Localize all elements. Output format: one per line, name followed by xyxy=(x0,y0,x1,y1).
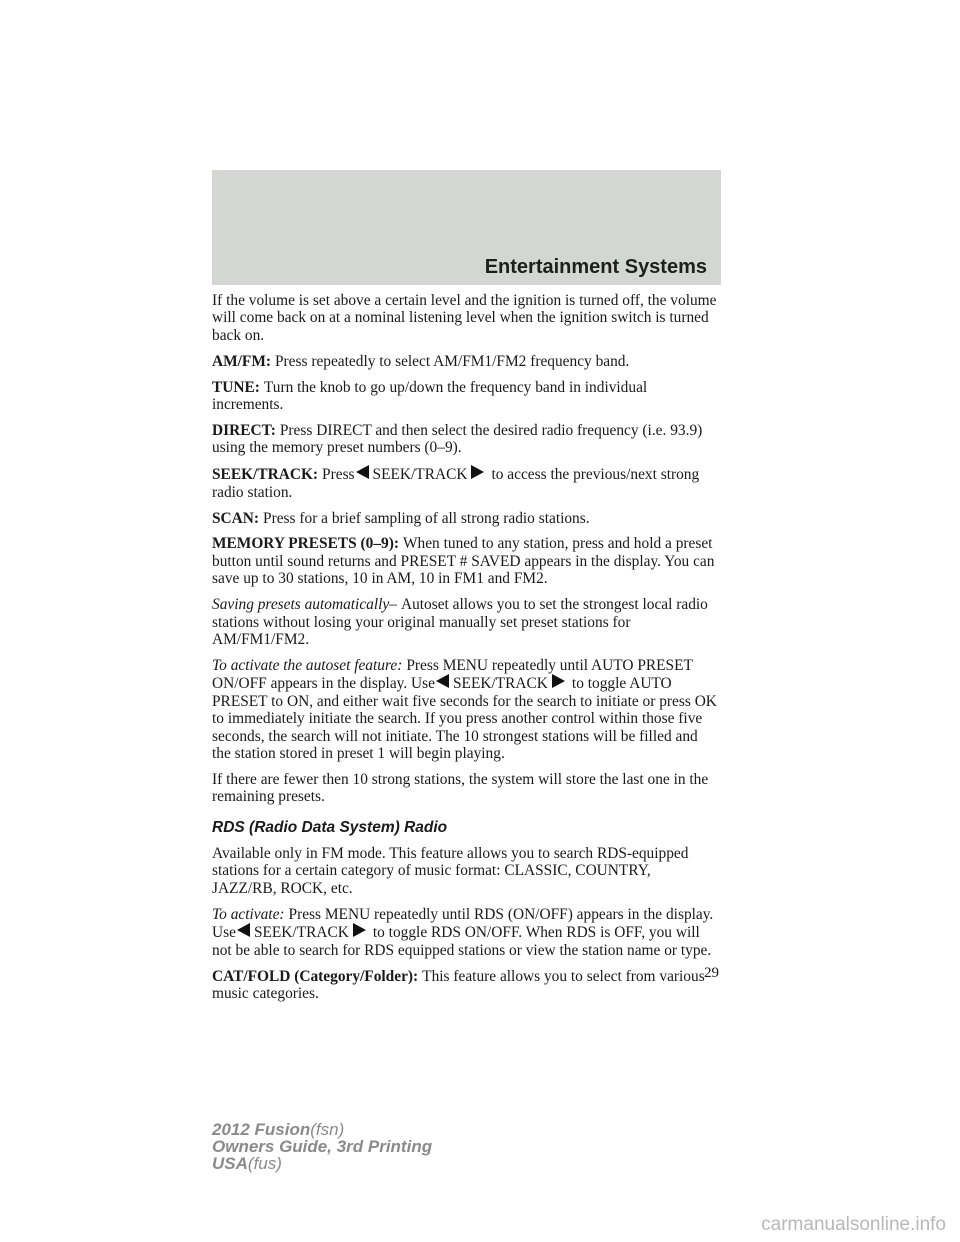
scan-label: SCAN: xyxy=(212,509,260,527)
rds-activate-pre: Press MENU repeatedly until RDS (ON/OFF) appears in the display. Use xyxy=(212,905,714,942)
amfm-paragraph xyxy=(212,353,717,370)
seek-paragraph xyxy=(212,465,717,501)
seek-post: to access the previous/next strong radio station. xyxy=(212,466,700,501)
seek-right-arrow-icon xyxy=(471,465,484,479)
rds-right-arrow-icon xyxy=(353,923,366,937)
catfold-paragraph xyxy=(212,968,717,1003)
fewer-stations-paragraph: If there are fewer then 10 strong stations, the system will store the last one in the remaining presets. xyxy=(212,770,709,806)
saving-presets-text: Autoset allows you to set the strongest local radio stations without losing your original manually set preset stations for AM/FM1/FM2. xyxy=(212,596,708,648)
scan-paragraph xyxy=(212,510,717,527)
amfm-text: Press repeatedly to select AM/FM1/FM2 frequency band. xyxy=(274,352,630,370)
memory-presets-text: When tuned to any station, press and hold a preset button until sound returns and PRESET # SAVED appears in the display. You can save up to 30 stations, 10 in AM, 10 in FM1 and FM2. xyxy=(212,535,715,588)
seek-pre: Press xyxy=(322,466,355,484)
page-content xyxy=(212,292,717,1011)
footer-line-2: Owners Guide, 3rd Printing xyxy=(212,1137,433,1156)
direct-label: DIRECT: xyxy=(212,421,276,439)
section-header-band xyxy=(212,170,721,285)
memory-presets-label: MEMORY PRESETS (0–9): xyxy=(212,535,399,553)
autoset-post: to toggle AUTO PRESET to ON, and either wait five seconds for the search to initiate or press OK to immediately initiate the search. If you press another control within those five seconds, the search will not initiate. The 10 strongest stations will be filled and the station stored in preset 1 will begin playing. xyxy=(212,675,717,762)
footer-market-code: (fus) xyxy=(247,1154,282,1173)
footer-model: 2012 Fusion xyxy=(212,1120,311,1139)
rds-activate-label: To activate: xyxy=(212,905,285,923)
autoset-label: To activate the autoset feature: xyxy=(212,656,403,674)
autoset-mid: SEEK/TRACK xyxy=(453,675,548,693)
tune-label: TUNE: xyxy=(212,378,260,396)
watermark: carmanualsonline.info xyxy=(761,1214,946,1235)
autoset-pre: Press MENU repeatedly until AUTO PRESET ON/OFF appears in the display. Use xyxy=(212,656,693,693)
seek-label: SEEK/TRACK: xyxy=(212,466,319,484)
footer-line-3 xyxy=(212,1155,432,1172)
rds-activate-mid: SEEK/TRACK xyxy=(253,924,349,942)
footer-line-1 xyxy=(212,1121,432,1138)
footer-model-code: (fsn) xyxy=(310,1120,345,1139)
direct-text: Press DIRECT and then select the desired radio frequency (i.e. 93.9) using the memory preset numbers (0–9). xyxy=(212,421,703,457)
scan-text: Press for a brief sampling of all strong radio stations. xyxy=(263,509,590,527)
memory-presets-paragraph xyxy=(212,535,717,587)
direct-paragraph xyxy=(212,422,717,457)
saving-presets-label: Saving presets automatically– xyxy=(212,596,397,614)
catfold-label: CAT/FOLD (Category/Folder): xyxy=(212,967,419,985)
volume-paragraph: If the volume is set above a certain level and the ignition is turned off, the volume will come back on at a nominal listening level when the ignition switch is turned back on. xyxy=(212,292,717,344)
saving-presets-paragraph xyxy=(212,596,717,648)
rds-intro-paragraph: Available only in FM mode. This feature allows you to search RDS-equipped stations for a certain category of music format: CLASSIC, COUNTRY, JAZZ/RB, ROCK, etc. xyxy=(212,845,689,897)
rds-heading: RDS (Radio Data System) Radio xyxy=(212,818,448,836)
footer xyxy=(212,1121,432,1172)
rds-left-arrow-icon xyxy=(237,923,250,937)
rds-activate-post: to toggle RDS ON/OFF. When RDS is OFF, you will not be able to search for RDS equipped stations or view the station name or type. xyxy=(212,924,712,959)
section-title: Entertainment Systems xyxy=(484,256,707,278)
tune-text: Turn the knob to go up/down the frequency band in individual increments. xyxy=(212,378,648,414)
autoset-right-arrow-icon xyxy=(552,674,565,688)
amfm-label: AM/FM: xyxy=(212,352,271,370)
autoset-paragraph xyxy=(212,657,717,762)
page-number: 29 xyxy=(704,965,719,981)
tune-paragraph xyxy=(212,379,717,414)
footer-market: USA xyxy=(212,1154,248,1173)
autoset-left-arrow-icon xyxy=(436,674,449,688)
seek-left-arrow-icon xyxy=(356,465,369,479)
seek-mid: SEEK/TRACK xyxy=(372,466,468,484)
catfold-text: This feature allows you to select from various music categories. xyxy=(212,967,705,1002)
rds-activate-paragraph xyxy=(212,906,717,959)
